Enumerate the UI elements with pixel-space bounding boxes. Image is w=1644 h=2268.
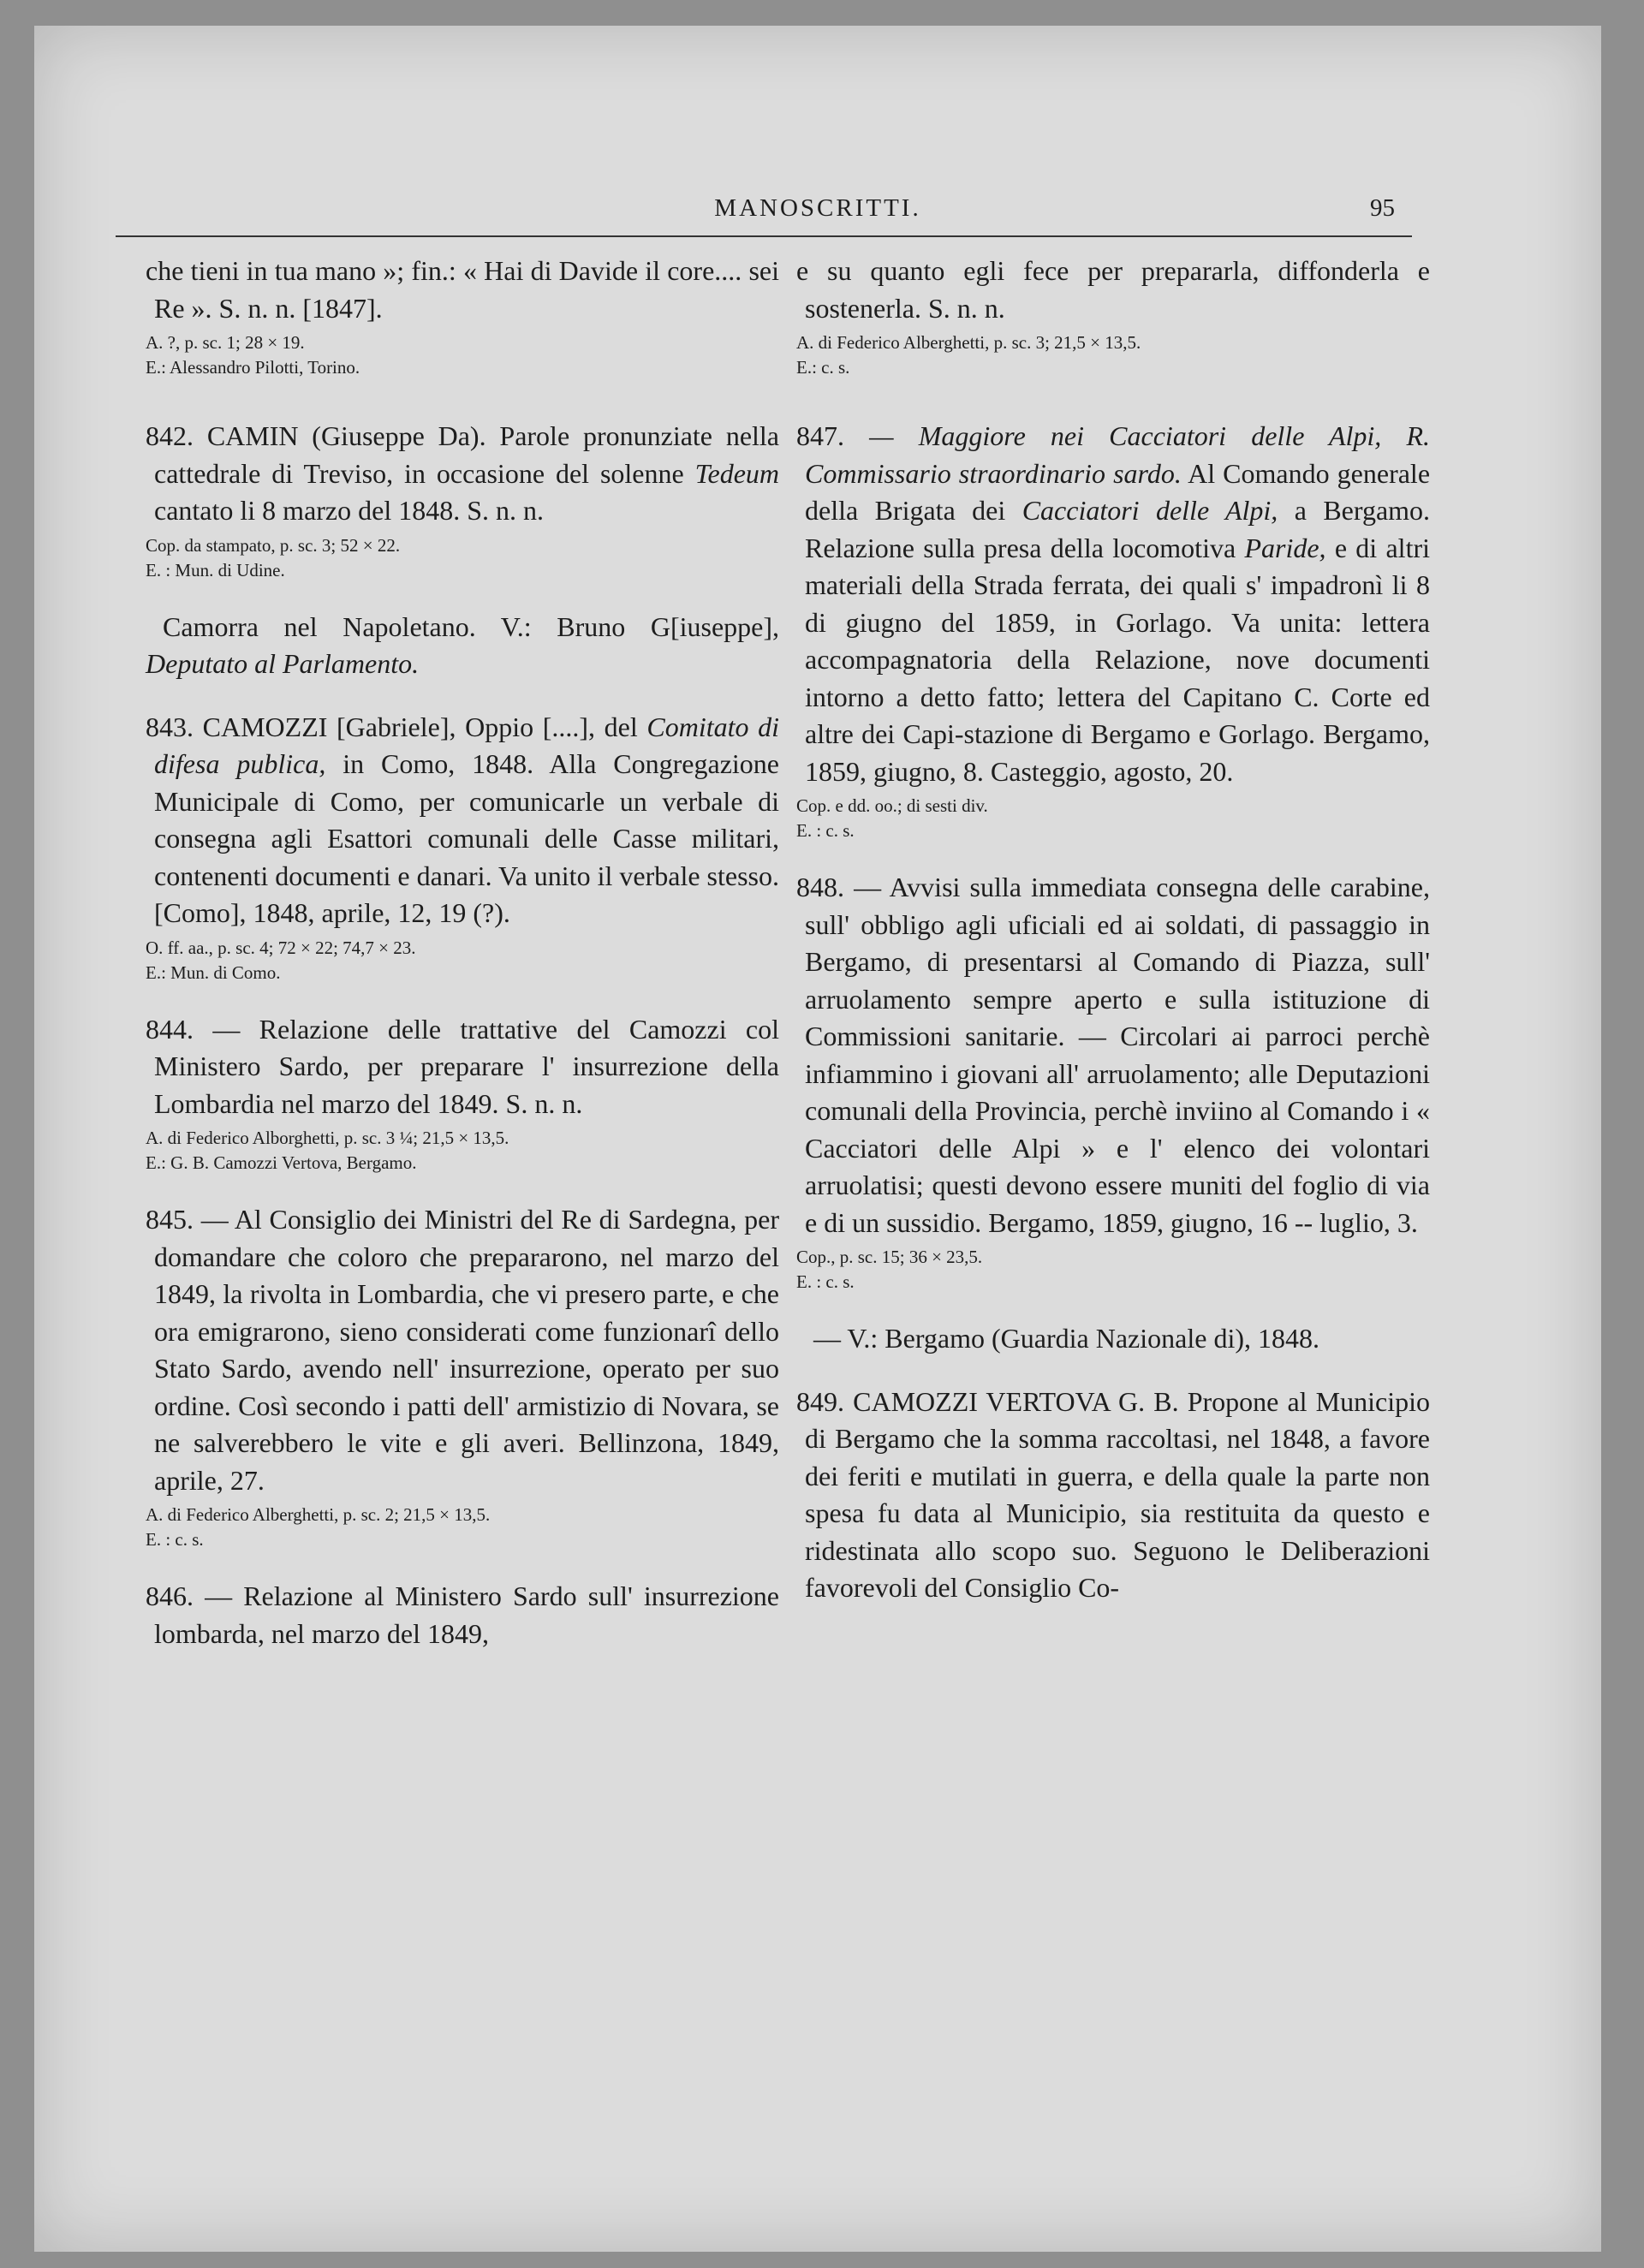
entry-text: — Al Consiglio dei Ministri del Re di Sardegna, per domandare che coloro che prepararono, nel marzo del 1849, la rivolta in Lombardia, che vi presero parte, e che ora emigrarono, sieno considerati come funzionarî dello Stato Sardo, avendo nell' insurrezione, operato per suo ordine. Così secondo i patti dell' armistizio di Novara, se ne salverebbero le vite e gli averi. Bellinzona, 1849, aprile, 27.	[154, 1204, 780, 1496]
entry-text: Al Comando generale della Brigata dei	[805, 457, 1431, 526]
entry-note: E.: Alessandro Pilotti, Torino.	[146, 357, 360, 378]
entry-text: CAMOZZI [Gabriele], Oppio [....], del	[202, 711, 638, 742]
entry-text: e su quanto egli fece per prepararla, diffonderla e sostenerla. S. n. n.	[796, 255, 1430, 324]
entry-note: E.: G. B. Camozzi Vertova, Bergamo.	[146, 1152, 417, 1173]
entry-number: 846.	[146, 1580, 194, 1611]
right-column	[796, 253, 1430, 1607]
entry-number: 847.	[796, 420, 844, 451]
entry-text-italic: Cacciatori delle Alpi,	[1022, 495, 1278, 526]
entry-842	[146, 418, 779, 583]
entry-note: E.: c. s.	[796, 357, 850, 378]
entry-text-italic: Paride,	[1244, 532, 1326, 563]
entry-846	[146, 1578, 779, 1652]
entry-note: E. : Mun. di Udine.	[146, 559, 285, 580]
entry-number: 848.	[796, 872, 844, 902]
entry-note: Cop., p. sc. 15; 36 × 23,5.	[796, 1247, 983, 1267]
entry-note: E.: Mun. di Como.	[146, 961, 281, 983]
entry-note: E. : c. s.	[796, 1271, 855, 1292]
entry-continued-right	[796, 253, 1430, 380]
entry-note: A. di Federico Alborghetti, p. sc. 3 ¼; 21,5 × 13,5.	[146, 1128, 509, 1148]
entry-text: CAMOZZI VERTOVA G. B. Propone al Municipio di Bergamo che la somma raccoltasi, nel 1848, a favore dei feriti e mutilati in guerra, e della quale la parte non spesa fu data al Municipio, sia restituita da questo e ridestinata allo scopo suo. Seguono le Deliberazioni favorevoli del Consiglio Co-	[805, 1385, 1431, 1603]
left-column	[146, 253, 779, 1652]
entry-text-italic: Tedeum	[694, 457, 779, 489]
entry-note: E. : c. s.	[796, 820, 855, 841]
entry-note: A. di Federico Alberghetti, p. sc. 2; 21,5 × 13,5.	[146, 1504, 491, 1525]
entry-continued-left	[146, 253, 779, 380]
page-title: MANOSCRITTI.	[714, 194, 921, 222]
entry-845	[146, 1201, 779, 1552]
page	[34, 26, 1601, 2252]
entry-843	[146, 709, 779, 985]
entry-text-italic: Comitato di difesa publica,	[154, 711, 780, 779]
entry-text: e di altri materiali della Strada ferrata, dei quali s' impadronì li 8 di giugno del 1859, in Gorlago. Va unita: lettera accompagnatoria della Relazione, nove documenti intorno a detto fatto; lettera del Capitano C. Corte ed altre dei Capi-stazione di Bergamo e Gorlago. Bergamo, 1859, giugno, 8. Casteggio, agosto, 20.	[805, 532, 1431, 787]
running-header	[34, 167, 1601, 222]
entry-camorra	[146, 609, 779, 683]
entry-note: E. : c. s.	[146, 1529, 204, 1550]
entry-note: Cop. e dd. oo.; di sesti div.	[796, 795, 988, 816]
entry-text: — Relazione delle trattative del Camozzi col Ministero Sardo, per preparare l' insurrezione della Lombardia nel marzo del 1849. S. n. n.	[154, 1013, 780, 1119]
entry-text: — Relazione al Ministero Sardo sull' insurrezione lombarda, nel marzo del 1849,	[154, 1580, 780, 1649]
entry-number: 845.	[146, 1204, 194, 1235]
page-number: 95	[1370, 194, 1395, 222]
header-rule	[116, 235, 1412, 237]
entry-text: — Avvisi sulla immediata consegna delle carabine, sull' obbligo agli uficiali ed ai soldati, di passaggio in Bergamo, di presentarsi al Comando di Piazza, sull' arruolamento sempre aperto e sulla istituzione di Commissioni sanitarie. — Circolari ai parroci perchè infiammino i giovani all' arruolamento; alle Deputazioni comunali della Provincia, perchè inviino al Comando i « Cacciatori delle Alpi » e l' elenco dei volontari arruolatisi; questi devono essere muniti del foglio di via e di un sussidio. Bergamo, 1859, giugno, 16 -- luglio, 3.	[805, 872, 1431, 1238]
entry-text: in Como, 1848. Alla Congregazione Municipale di Como, per comunicarle un verbale di consegna agli Esattori comunali delle Casse militari, contenenti documenti e danari. Va unito il verbale stesso. [Como], 1848, aprile, 12, 19 (?).	[154, 748, 780, 928]
entry-text: che tieni in tua mano »; fin.: « Hai di Davide il core.... sei Re ». S. n. n. [1847].	[146, 255, 779, 324]
entry-see-also	[796, 1320, 1430, 1358]
entry-844	[146, 1011, 779, 1176]
entry-848	[796, 869, 1430, 1295]
entry-text-italic: — Maggiore nei Cacciatori delle Alpi, R. Commissario straordinario sardo.	[805, 420, 1431, 489]
entry-text: CAMIN (Giuseppe Da). Parole pronunziate nella cattedrale di Treviso, in occasione del solenne	[154, 420, 780, 489]
entry-text: — V.: Bergamo (Guardia Nazionale di), 1848.	[813, 1323, 1319, 1354]
entry-note: O. ff. aa., p. sc. 4; 72 × 22; 74,7 × 23.	[146, 937, 416, 958]
entry-849	[796, 1384, 1430, 1607]
entry-note: A. di Federico Alberghetti, p. sc. 3; 21,5 × 13,5.	[796, 332, 1141, 353]
entry-number: 849.	[796, 1385, 844, 1417]
entry-text: cantato li 8 marzo del 1848. S. n. n.	[154, 495, 545, 526]
entry-number: 843.	[146, 711, 194, 742]
entry-note: A. ?, p. sc. 1; 28 × 19.	[146, 332, 305, 353]
entry-text: Camorra nel Napoletano. V.: Bruno G[iuseppe],	[163, 610, 779, 642]
entry-number: 844.	[146, 1013, 194, 1045]
entry-note: Cop. da stampato, p. sc. 3; 52 × 22.	[146, 534, 401, 556]
entry-text-italic: Deputato al Parlamento.	[146, 648, 420, 679]
entry-number: 842.	[146, 420, 194, 451]
entry-847	[796, 418, 1430, 843]
entry-text: a Bergamo. Relazione sulla presa della locomotiva	[805, 495, 1431, 563]
